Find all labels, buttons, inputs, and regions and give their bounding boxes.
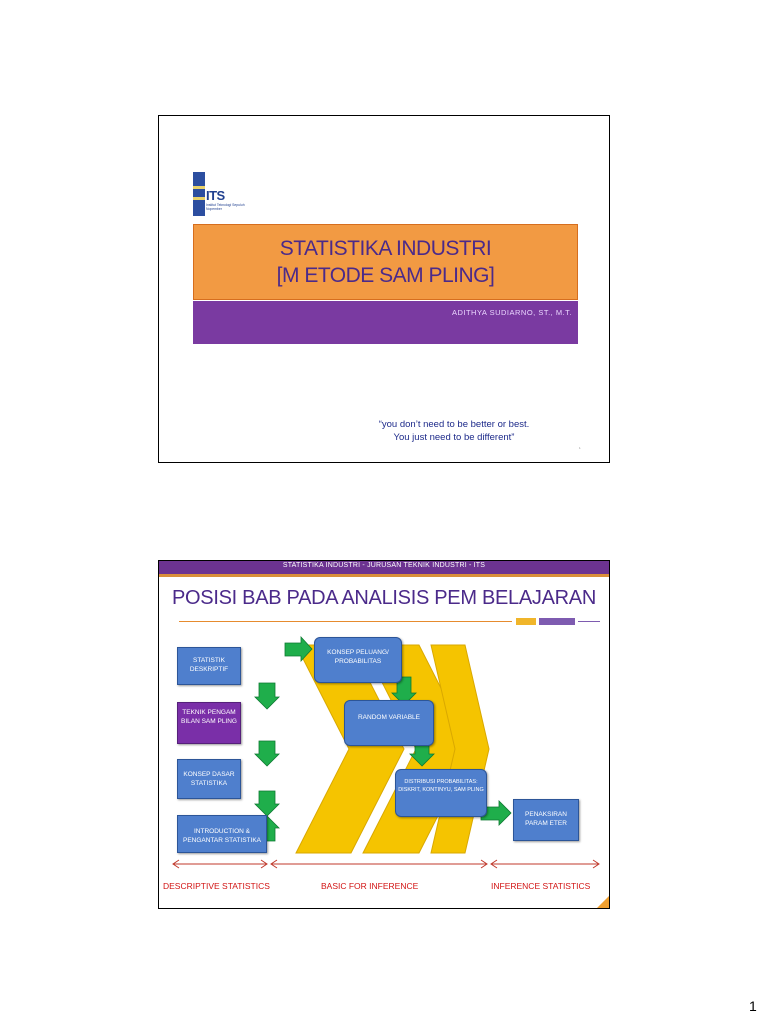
logo-subtitle: Institut Teknologi Sepuluh Nopember xyxy=(206,203,245,211)
page-number: 1 xyxy=(749,998,757,1014)
box-konsep-dasar: KONSEP DASAR STATISTIKA xyxy=(177,759,241,799)
box-teknik-sampling: TEKNIK PENGAM BILAN SAM PLING xyxy=(177,702,241,744)
box-distribusi: DISTRIBUSI PROBABILITAS: DISKRIT, KONTINYU, SAM PLING xyxy=(395,769,487,817)
corner-accent xyxy=(597,896,609,908)
box-konsep-peluang: KONSEP PELUANG/ PROBABILITAS xyxy=(314,637,402,683)
arrow-up-icon xyxy=(255,683,279,709)
title-band xyxy=(193,224,578,300)
diagram-slide xyxy=(158,560,610,909)
box-random-variable: RANDOM VARIABLE xyxy=(344,700,434,746)
box-penaksiran: PENAKSIRAN PARAM ETER xyxy=(513,799,579,841)
slide-title: POSISI BAB PADA ANALISIS PEM BELAJARAN xyxy=(172,587,596,609)
box-statistik-deskriptif: STATISTIK DESKRIPTIF xyxy=(177,647,241,685)
title-slide xyxy=(158,115,610,463)
logo-name: ITS xyxy=(206,188,225,203)
slide-number: 1 xyxy=(579,446,581,450)
quote-line-2: You just need to be different” xyxy=(393,432,515,443)
quote xyxy=(329,418,579,444)
label-descriptive: DESCRIPTIVE STATISTICS xyxy=(163,881,270,891)
arrow-up-icon xyxy=(255,741,279,766)
range-arrows xyxy=(159,857,611,871)
title-line-2: [M ETODE SAM PLING] xyxy=(276,264,495,287)
title-line-1: STATISTIKA INDUSTRI xyxy=(279,237,492,260)
slide-title xyxy=(194,235,577,289)
quote-line-1: “you don’t need to be better or best. xyxy=(378,419,530,430)
header-text: STATISTIKA INDUSTRI - JURUSAN TEKNIK INDUSTRI - ITS xyxy=(282,562,486,569)
label-inference: INFERENCE STATISTICS xyxy=(491,881,591,891)
box-introduction: INTRODUCTION & PENGANTAR STATISTIKA xyxy=(177,815,267,853)
label-basic: BASIC FOR INFERENCE xyxy=(321,881,419,891)
author-name: ADITHYA SUDIARNO, ST., M.T. xyxy=(451,308,572,317)
author-band xyxy=(193,301,578,344)
arrow-up-icon xyxy=(255,791,279,816)
